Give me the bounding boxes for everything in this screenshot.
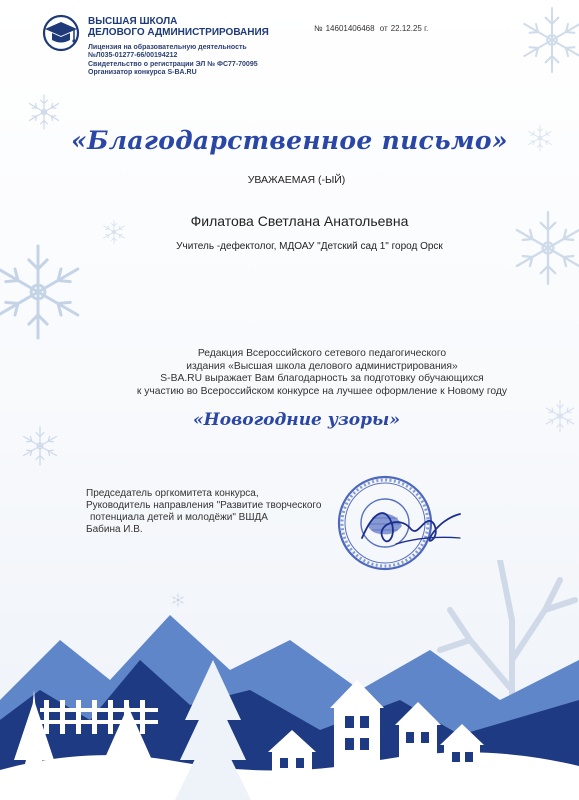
signer-title: Председатель оргкомитета конкурса, xyxy=(86,488,259,499)
certificate-title: «Благодарственное письмо» xyxy=(71,126,508,155)
organizer-line: Организатор конкурса S-BA.RU xyxy=(88,68,197,76)
license-info xyxy=(88,44,328,77)
body-line: издания «Высшая школа делового администрирования» xyxy=(186,360,458,372)
school-name-line: ВЫСШАЯ ШКОЛА xyxy=(88,16,178,27)
number-sign: № xyxy=(314,24,323,33)
snowflake-icon xyxy=(0,246,78,338)
handwritten-signature xyxy=(356,498,466,556)
gratitude-text xyxy=(110,348,534,398)
signer-name: Бабина И.В. xyxy=(86,524,143,535)
snowflake-icon xyxy=(524,8,579,72)
license-number: №Л035-01277-66/00194212 xyxy=(88,52,178,60)
number-value: 14601406468 xyxy=(325,24,375,33)
date-label: от xyxy=(379,24,388,33)
signer-position-cont: потенциала детей и молодёжи" ВШДА xyxy=(90,512,268,523)
signer-position: Руководитель направления "Развитие творческого xyxy=(86,500,322,511)
license-line: Лицензия на образовательную деятельность xyxy=(88,44,247,51)
snowflake-icon xyxy=(29,95,58,129)
body-line: к участию во Всероссийском конкурсе на лучшее оформление к Новому году xyxy=(136,385,508,397)
recipient-name: Филатова Светлана Анатольевна xyxy=(190,213,409,229)
winter-village-illustration xyxy=(0,560,579,800)
snowflake-icon xyxy=(24,427,57,465)
body-line: Редакция Всероссийского сетевого педагогического xyxy=(197,348,447,359)
contest-name: «Новогодние узоры» xyxy=(193,410,400,430)
body-line: S-BA.RU выражает Вам благодарность за подготовку обучающихся xyxy=(160,373,484,385)
school-name xyxy=(88,16,308,38)
graduation-cap-icon xyxy=(40,14,82,52)
document-number xyxy=(314,24,431,33)
school-name-line: ДЕЛОВОГО АДМИНИСТРИРОВАНИЯ xyxy=(88,27,269,38)
date-value: 22.12.25 г. xyxy=(390,24,429,33)
registration-line: Свидетельство о регистрации ЭЛ № ФС77-70095 xyxy=(88,60,258,68)
salutation: УВАЖАЕМАЯ (-ЫЙ) xyxy=(247,174,346,186)
recipient-role: Учитель -дефектолог, МДОАУ "Детский сад 1" город Орск xyxy=(176,241,443,252)
